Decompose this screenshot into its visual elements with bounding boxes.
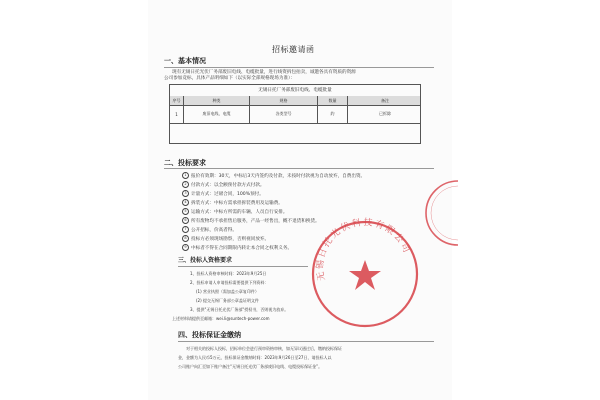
page-title: 招标邀请函 [272, 45, 315, 54]
table-cell: 各类型号 [250, 105, 318, 123]
qualification-item: 1、投标人资格审核时间：2023年9月25日 [190, 271, 267, 276]
requirement-item: 1 报价有效期：30天，中标后3天内签约及付款，未按时付款视为自动放弃，自费出资。 [182, 172, 365, 180]
section-3-heading: 三、投标人资格要求 [178, 257, 233, 264]
requirement-item: 5 运输方式：中标方所需的车辆、人员自行安排。 [182, 208, 287, 216]
table-header-cell: 备注 [381, 97, 389, 103]
deposit-paragraph-line: 公司账户向汇至如下账户备注“无锡日托光伏厂务部废旧电线、电缆投标保证金”。 [178, 364, 323, 369]
section-1-paragraph-line: 公司参加竞标，具体产品明细如下（以实际全部规格现场为准）： [164, 76, 295, 81]
items-table [169, 84, 421, 144]
table-caption: 无锡日托厂务部废旧电线、电缆批量 [170, 85, 420, 97]
requirement-item: 3 计量方式：过磅合同，100%预付。 [182, 190, 264, 198]
section-1-heading: 一、基本情况 [164, 57, 206, 65]
qualification-item: (1) 营业执照（需加盖公章复印件） [196, 289, 259, 294]
deposit-paragraph-line: 金，金额为人民币5万元，投标保证金缴纳时间：2023年9月26日至27日，请投标人以 [178, 355, 332, 360]
requirement-item: 8 投标方必须现场勘察，否则视同放弃。 [182, 235, 269, 243]
table-row [170, 105, 420, 124]
document-page [148, 0, 452, 400]
number-bullet-icon: 6 [182, 217, 189, 224]
qualification-item: 2、投标申请人申请投标需要提供下列资料： [190, 280, 269, 285]
deposit-paragraph-line: 对于相关的投标人投标，招标单位会进行预审资格审核，如无异议通过后，缴纳投标保证 [186, 346, 342, 351]
qualification-item: (2) 提交无锡厂务部公章盖证明文件 [196, 298, 259, 303]
number-bullet-icon: 7 [182, 226, 189, 233]
table-cell: 废旧电线、电缆 [184, 105, 250, 123]
table-cell: 约 [318, 105, 348, 123]
requirement-item: 2 付款方式：以全额预付款方式付款。 [182, 181, 265, 189]
qualification-note: 3、提供"无锡日托光伏厂务部"授权书，否则视为放弃。 [190, 307, 289, 312]
number-bullet-icon: 1 [182, 172, 189, 179]
requirement-item: 4 拆装方式：中标方需承担拆装费用及运输费。 [182, 199, 283, 207]
table-cell: 1 [170, 105, 184, 123]
number-bullet-icon: 8 [182, 235, 189, 242]
section-1-paragraph-line: 现有无锡日托光伏厂务部废旧电线、电缆批量，进行线资拆包拍卖，诚邀各具有资质的资源 [172, 70, 356, 75]
section-2-divider [164, 168, 434, 169]
section-1-divider [164, 67, 434, 68]
table-header-cell: 数量 [318, 96, 348, 105]
contact-email-line: 上述材料请提供至邮箱：wei.li@suntech-power.com [172, 316, 270, 321]
section-4-heading: 四、投标保证金缴纳 [178, 331, 241, 339]
number-bullet-icon: 2 [182, 181, 189, 188]
requirement-item: 6 所有废物均不承担售后服务，产品一经售出，概不退货和换货。 [182, 217, 320, 225]
number-bullet-icon: 4 [182, 199, 189, 206]
number-bullet-icon: 9 [182, 244, 189, 251]
number-bullet-icon: 5 [182, 208, 189, 215]
requirement-item: 9 中标者不得在合同期限内转让本合同之权利义务。 [182, 244, 292, 252]
table-header-cell: 序号 [170, 96, 184, 105]
table-header-cell: 种类 [184, 96, 250, 105]
table-header-cell: 规格 [250, 96, 318, 105]
section-2-heading: 二、投标要求 [164, 159, 206, 167]
table-cell: 已拆除 [379, 111, 391, 116]
section-3-divider [178, 266, 308, 267]
number-bullet-icon: 3 [182, 190, 189, 197]
requirement-item: 7 公开招标，价高者得。 [182, 226, 237, 234]
seal-text: 无锡日托光伏科技有限公司 [315, 217, 412, 282]
section-4-divider [178, 341, 434, 342]
